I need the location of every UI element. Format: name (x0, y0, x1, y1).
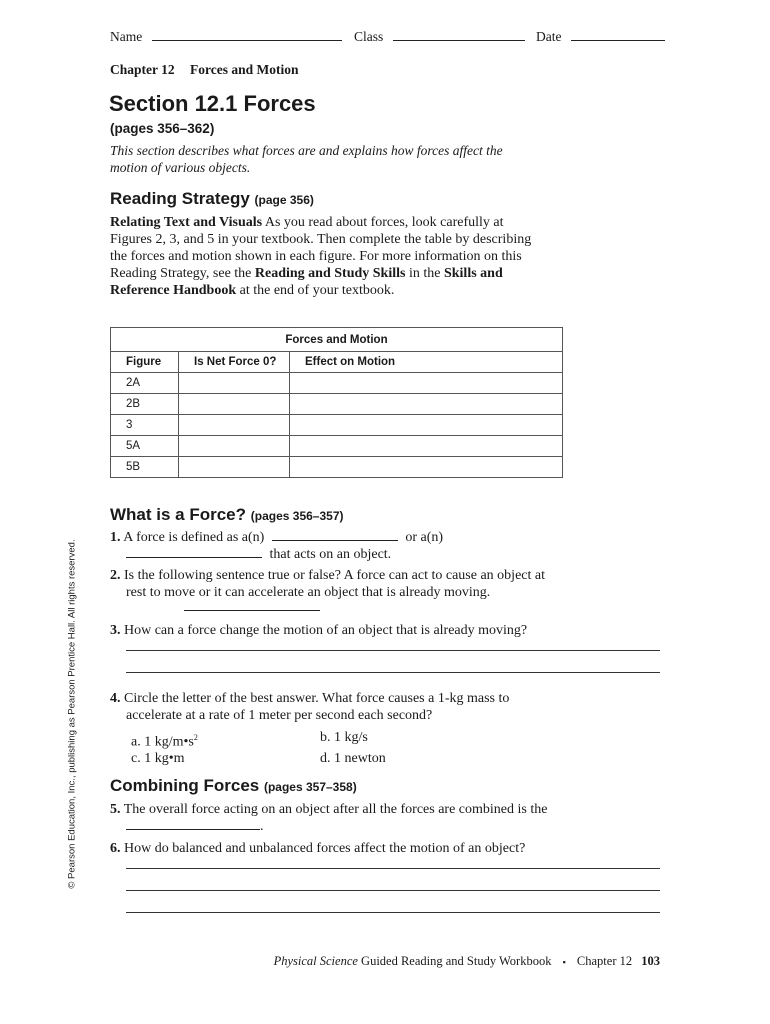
table-row (111, 457, 563, 478)
col-header-net-force: Is Net Force 0? (179, 352, 290, 373)
q1-number: 1. (110, 530, 121, 545)
q1-text-c: that acts on an object. (269, 547, 392, 562)
net-force-cell[interactable] (179, 415, 290, 436)
name-blank[interactable] (152, 39, 342, 41)
rs-text2: in the (405, 266, 444, 281)
rs-lead: Relating Text and Visuals (110, 215, 263, 230)
footer-bullet: ▪ (562, 957, 566, 967)
q4-number: 4. (110, 691, 121, 706)
figure-cell: 5A (111, 436, 179, 457)
effect-cell[interactable] (290, 373, 563, 394)
q2-text: Is the following sentence true or false? A force can act to cause an object at rest to move or it can accelerate an object that is already moving. (124, 568, 545, 600)
figure-cell: 2A (111, 373, 179, 394)
net-force-cell[interactable] (179, 457, 290, 478)
q1-blank-2[interactable] (126, 556, 262, 558)
q3-number: 3. (110, 623, 121, 638)
combining-forces-heading (110, 776, 357, 796)
q6-number: 6. (110, 841, 121, 856)
q4-option-a-sup: 2 (193, 733, 198, 742)
date-blank[interactable] (571, 39, 665, 41)
date-field (536, 29, 665, 45)
question-4 (110, 690, 560, 724)
footer-page-number: 103 (641, 954, 660, 968)
q5-text: The overall force acting on an object after all the forces are combined is the (123, 802, 548, 817)
copyright-notice: © Pearson Education, Inc., publishing as Pearson Prentice Hall. All rights reserved. (66, 539, 78, 889)
what-is-force-pages: (pages 356–357) (250, 509, 344, 523)
combining-forces-title: Combining Forces (110, 776, 260, 795)
class-field (354, 29, 525, 45)
forces-motion-table (110, 327, 563, 478)
figure-cell: 3 (111, 415, 179, 436)
chapter-heading (110, 62, 299, 78)
q4-option-a-text: a. 1 kg/m•s (131, 734, 194, 750)
rs-bold2: Skills and Reference Handbook (110, 266, 503, 298)
section-intro: This section describes what forces are and explains how forces affect the motion of various objects. (110, 143, 503, 175)
section-pages: (pages 356–362) (110, 121, 215, 136)
date-label: Date (536, 29, 562, 44)
effect-cell[interactable] (290, 415, 563, 436)
q2-number: 2. (110, 568, 121, 583)
footer-book-italic: Physical Science (273, 954, 358, 968)
q6-text: How do balanced and unbalanced forces affect the motion of an object? (124, 841, 526, 856)
chapter-number: Chapter 12 (110, 62, 175, 77)
name-field (110, 29, 342, 45)
net-force-cell[interactable] (179, 373, 290, 394)
rs-text3: at the end of your textbook. (236, 283, 395, 298)
question-5 (110, 801, 566, 835)
rs-text1: As you read about forces, look carefully at Figures 2, 3, and 5 in your textbook. Then complete the table by describing the forces and motion shown in each figure. For more information on this Reading Strategy, see the (110, 215, 532, 281)
class-label: Class (354, 29, 384, 44)
question-6 (110, 840, 610, 857)
footer-book-rest: Guided Reading and Study Workbook (357, 954, 552, 968)
page-footer (274, 954, 660, 969)
class-blank[interactable] (393, 39, 525, 41)
what-is-force-title: What is a Force? (110, 505, 247, 524)
name-label: Name (110, 29, 143, 44)
q2-blank[interactable] (184, 609, 320, 611)
q6-answer-line[interactable] (126, 868, 660, 869)
table-row (111, 373, 563, 394)
q4-option-a[interactable] (131, 729, 198, 751)
question-1-cont (126, 546, 546, 563)
table-row (111, 415, 563, 436)
what-is-force-heading (110, 505, 344, 525)
effect-cell[interactable] (290, 394, 563, 415)
col-header-figure: Figure (111, 352, 179, 373)
figure-cell: 5B (111, 457, 179, 478)
q4-text: Circle the letter of the best answer. What force causes a 1-kg mass to accelerate at a rate of 1 meter per second each second? (124, 691, 510, 723)
table-row (111, 394, 563, 415)
q1-blank-1[interactable] (272, 539, 398, 541)
chapter-title: Forces and Motion (190, 62, 299, 77)
q5-number: 5. (110, 802, 121, 817)
q6-answer-line[interactable] (126, 890, 660, 891)
q4-option-d[interactable]: d. 1 newton (320, 751, 386, 766)
section-title: Section 12.1 Forces (109, 91, 316, 116)
table-row (111, 436, 563, 457)
q3-text: How can a force change the motion of an object that is already moving? (124, 623, 528, 638)
q5-blank[interactable] (126, 828, 260, 830)
q1-text-a: A force is defined as a(n) (123, 530, 265, 545)
reading-strategy-pages: (page 356) (254, 193, 314, 207)
q5-period: . (260, 819, 264, 834)
effect-cell[interactable] (290, 457, 563, 478)
question-2 (110, 567, 550, 601)
reading-strategy-text (110, 214, 542, 299)
figure-cell: 2B (111, 394, 179, 415)
net-force-cell[interactable] (179, 436, 290, 457)
q4-option-b[interactable]: b. 1 kg/s (320, 730, 368, 745)
reading-strategy-title: Reading Strategy (110, 189, 250, 208)
q1-text-b: or a(n) (405, 530, 444, 545)
question-3 (110, 622, 610, 639)
footer-chapter: Chapter 12 (576, 954, 633, 968)
q3-answer-line[interactable] (126, 672, 660, 673)
q6-answer-line[interactable] (126, 912, 660, 913)
q4-option-c[interactable]: c. 1 kg•m (131, 751, 185, 766)
table-caption: Forces and Motion (111, 328, 563, 352)
rs-bold1: Reading and Study Skills (254, 266, 406, 281)
question-1 (110, 529, 550, 546)
combining-forces-pages: (pages 357–358) (263, 780, 357, 794)
reading-strategy-heading (110, 189, 314, 209)
col-header-effect: Effect on Motion (290, 352, 563, 373)
effect-cell[interactable] (290, 436, 563, 457)
q3-answer-line[interactable] (126, 650, 660, 651)
net-force-cell[interactable] (179, 394, 290, 415)
